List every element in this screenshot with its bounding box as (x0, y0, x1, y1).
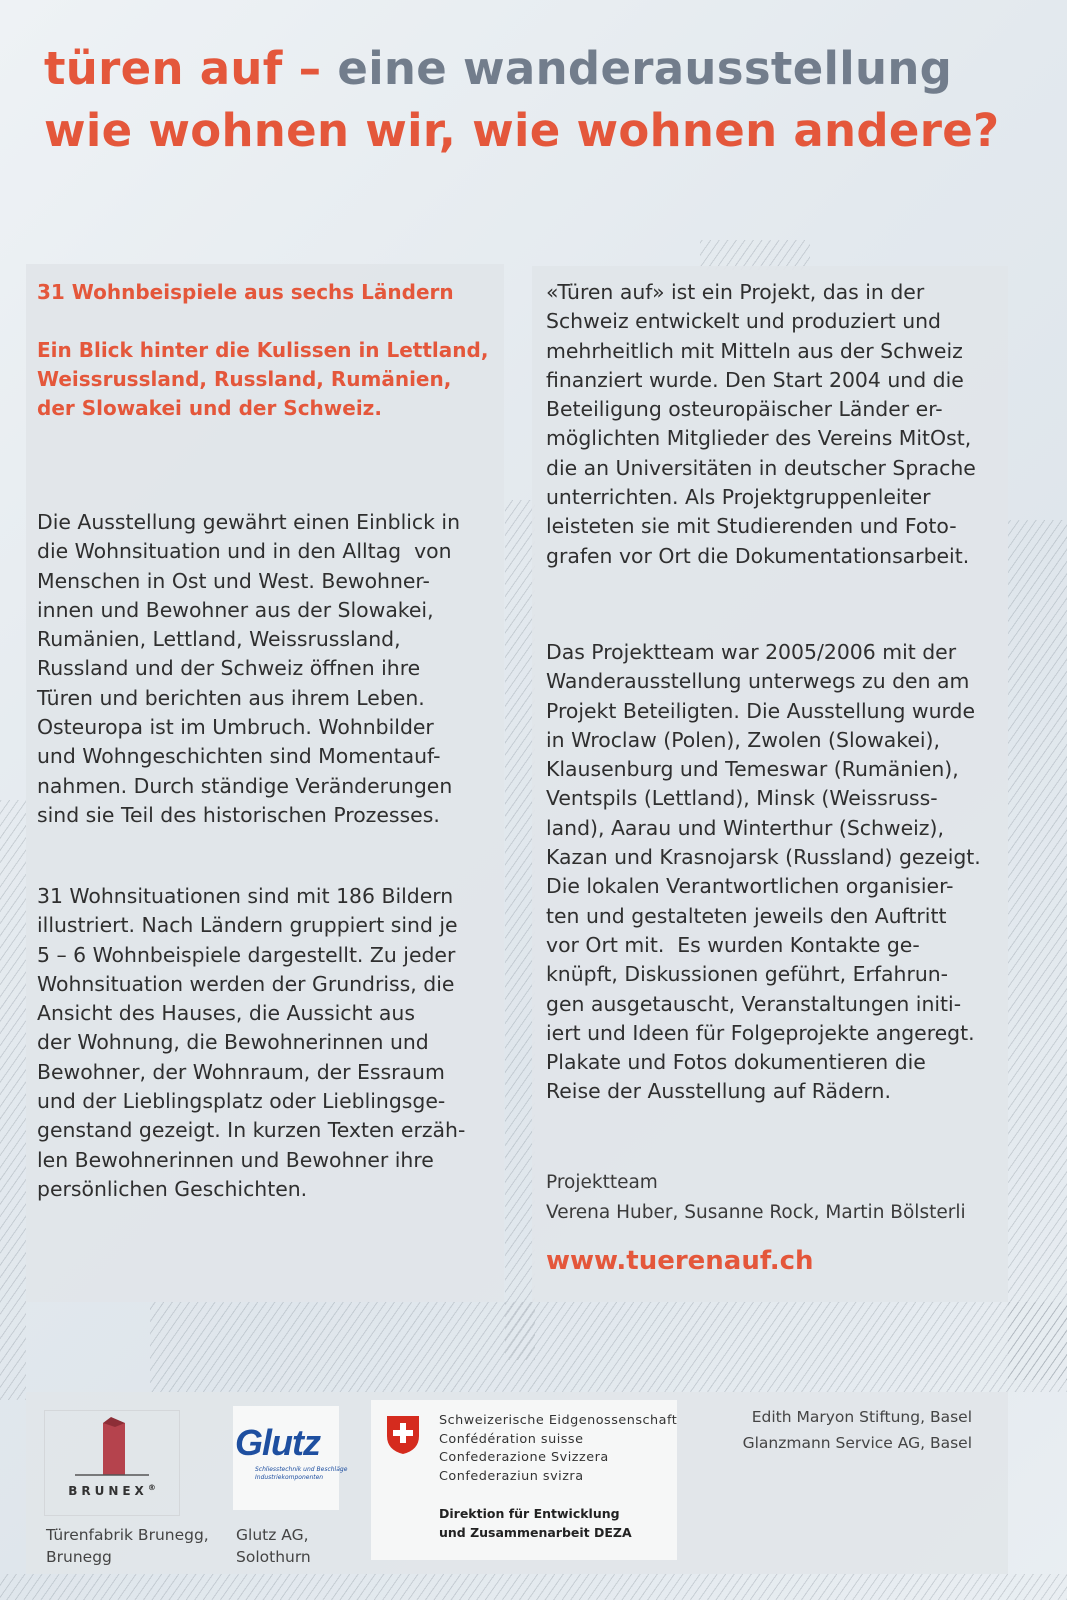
left-paragraph-1: Die Ausstellung gewährt einen Einblick in die Wohnsituation und in den Alltag von Menschen in Ost und West. Bewohner- innen und Bewohner aus der Slowakei, Rumänien, Lettland, Weissrussland, Russland und der Schweiz öffnen ihre Türen und berichten aus ihrem Leben. Osteuropa ist im Umbruch. Wohnbilder und Wohngeschichten sind Momentauf- nahmen. Durch ständige Veränderungen sind sie Teil des historischen Prozesses. (37, 510, 461, 827)
hatch-decoration-5 (150, 1302, 1067, 1392)
glutz-tagline: Schliesstechnik und Beschläge Industriekomponenten (255, 1466, 348, 1481)
left-paragraph-2: 31 Wohnsituationen sind mit 186 Bildern illustriert. Nach Ländern gruppiert sind je 5 – 6 Wohnbeispiele dargestellt. Zu jeder Wohnsituation werden der Grundriss, die Ansicht des Hauses, die Aussicht aus der Wohnung, die Bewohnerinnen und Bewohner, der Wohnraum, der Essraum und der Lieblingsplatz oder Lieblingsge- genstand gezeigt. In kurzen Texten erzäh- len Bewohnerinnen und Bewohner ihre persönlichen Geschichten. (37, 884, 466, 1201)
brunex-caption: Türenfabrik Brunegg, Brunegg (46, 1526, 209, 1566)
title-part-1: türen auf – (44, 42, 338, 95)
swiss-confederation-logo (371, 1400, 677, 1560)
page-title (44, 38, 999, 162)
right-paragraph-2: Das Projektteam war 2005/2006 mit der Wanderausstellung unterwegs zu den am Projekt Beteiligten. Die Ausstellung wurde in Wroclaw (Polen), Zwolen (Slowakei), Klausenburg und Temeswar (Rumänien), Ventspils (Lettland), Minsk (Weissruss- land), Aarau und Winterthur (Schweiz), Kazan und Krasnojarsk (Russland) gezeigt. Die lokalen Verantwortlichen organisier- ten und gestalteten jeweils den Auftritt vor Ort mit. Es wurden Kontakte ge- knüpft, Diskussionen geführt, Erfahrun- gen ausgetauscht, Veranstaltungen initi- iert und Ideen für Folgeprojekte angeregt. Plakate und Fotos dokumentieren die Reise der Ausstellung auf Rädern. (546, 640, 981, 1104)
hatch-decoration-2 (505, 500, 535, 1360)
glutz-logo (233, 1406, 348, 1510)
website-link[interactable]: www.tuerenauf.ch (546, 1246, 814, 1276)
title-part-2: eine wanderausstellung (337, 42, 953, 95)
glutz-caption: Glutz AG, Solothurn (236, 1526, 311, 1566)
other-sponsors: Edith Maryon Stiftung, Basel Glanzmann Service AG, Basel (742, 1408, 972, 1452)
left-text-panel (26, 264, 504, 1302)
hatch-decoration-6 (0, 1574, 1067, 1600)
hatch-decoration-3 (1008, 520, 1067, 1380)
left-heading-1: 31 Wohnbeispiele aus sechs Ländern (37, 280, 454, 304)
glutz-wordmark: Glutz (235, 1422, 320, 1463)
swiss-confederation-names: Schweizerische Eidgenossenschaft Confédération suisse Confederazione Svizzera Confederaziun svizra (439, 1413, 678, 1484)
door-icon (45, 1411, 179, 1481)
sponsor-strip (26, 1392, 1008, 1574)
right-paragraph-1: «Türen auf» ist ein Projekt, das in der Schweiz entwickelt und produziert und mehrheitlich mit Mitteln aus der Schweiz finanziert wurde. Den Start 2004 und die Beteiligung osteuropäischer Länder er- möglichten Mitglieder des Vereins MitOst, die an Universitäten in deutscher Sprache unterrichten. Als Projektgruppenleiter leisteten sie mit Studierenden und Foto- grafen vor Ort die Dokumentationsarbeit. (546, 280, 976, 568)
team-names: Verena Huber, Susanne Rock, Martin Bölsterli (546, 1202, 966, 1223)
left-heading-2: Ein Blick hinter die Kulissen in Lettland, Weissrussland, Russland, Rumänien, der Slowakei und der Schweiz. (37, 338, 489, 420)
brunex-registered-mark: ® (147, 1483, 156, 1492)
title-line-2: wie wohnen wir, wie wohnen andere? (44, 104, 1000, 157)
hatch-decoration-4 (0, 800, 26, 1400)
right-text-panel (532, 266, 1008, 1302)
deza-name: Direktion für Entwicklung und Zusammenarbeit DEZA (439, 1506, 632, 1540)
team-label: Projektteam (546, 1172, 658, 1193)
brunex-wordmark: BRUNEX (68, 1484, 148, 1498)
swiss-cross-icon (385, 1414, 421, 1456)
brunex-logo (44, 1410, 180, 1516)
